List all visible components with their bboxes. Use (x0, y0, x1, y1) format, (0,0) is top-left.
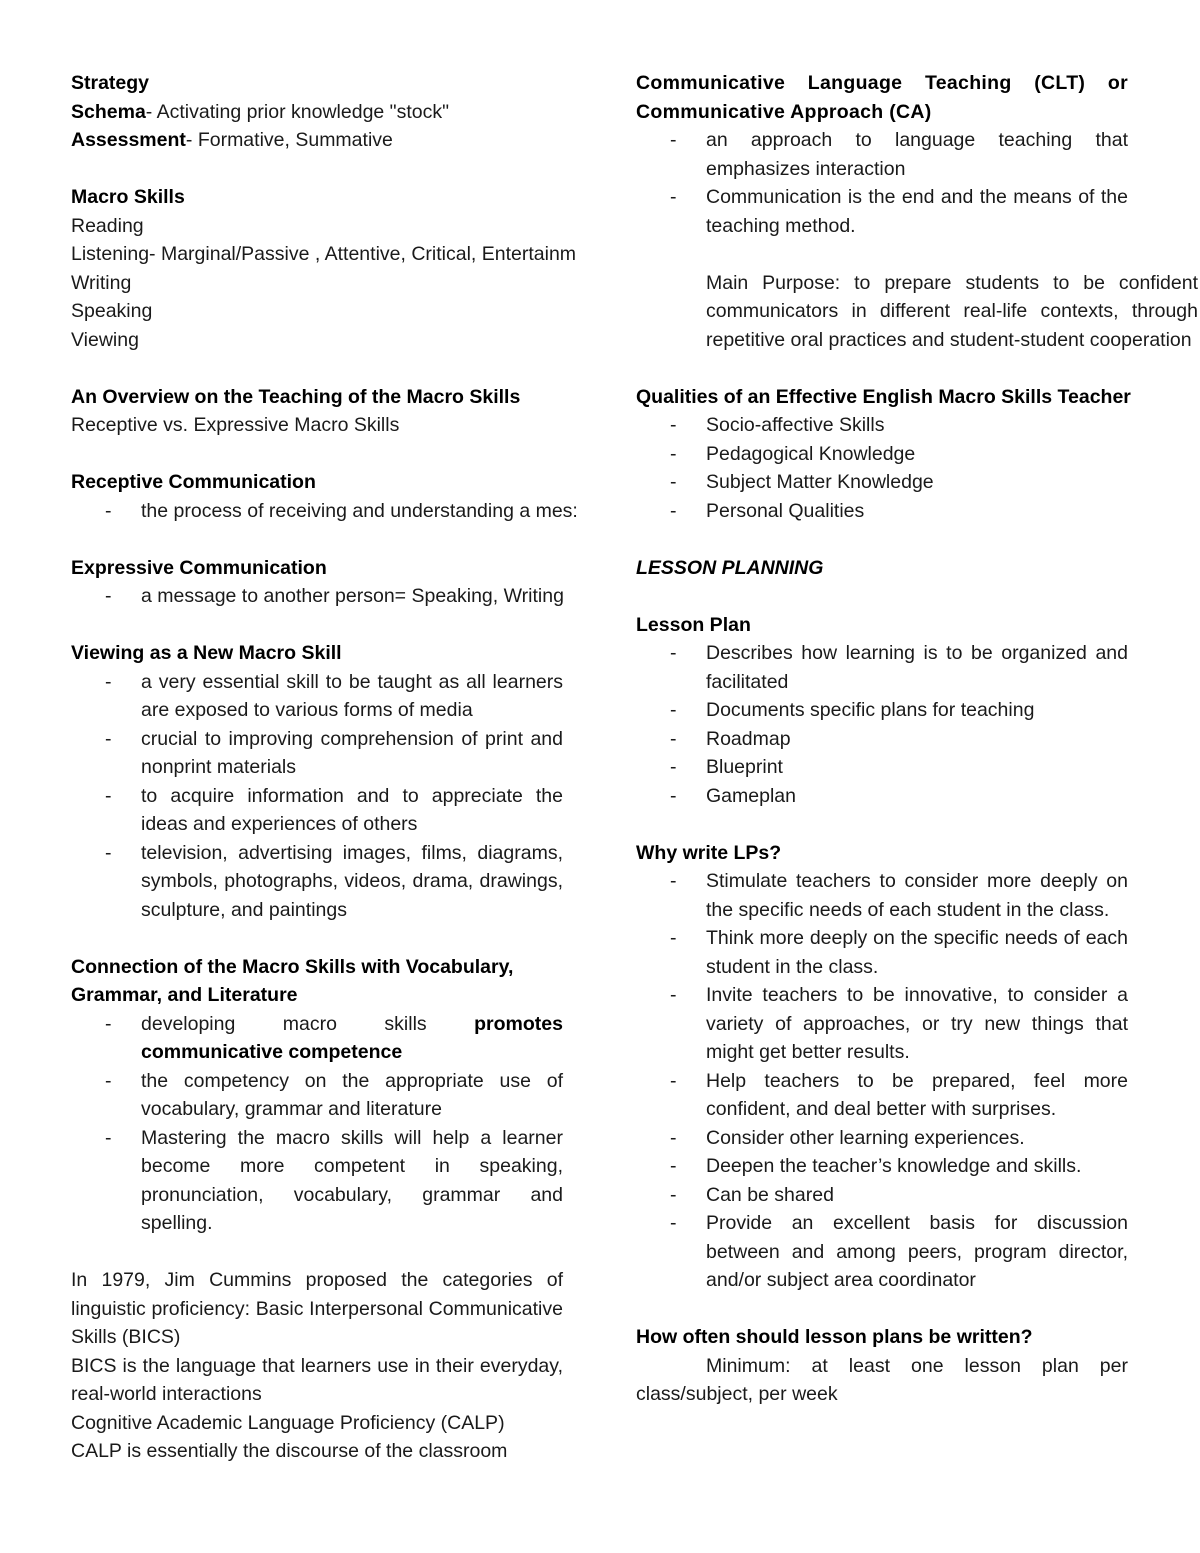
lesson-plan-heading: Lesson Plan (636, 613, 751, 636)
connection-item: - the competency on the appropriate use of vocabulary, grammar and literature (71, 1067, 563, 1124)
clt-purpose: Main Purpose: to prepare students to be confident communicators in different real-life contexts, through repetitive oral practices and student-student cooperation (706, 271, 1198, 351)
lesson-plan-item: - Documents specific plans for teaching (636, 696, 1128, 725)
macro-skill-item: Speaking (71, 300, 153, 322)
why-item: - Provide an excellent basis for discussion between and among peers, program director, and/or subject area coordinator (636, 1209, 1128, 1295)
receptive-heading: Receptive Communication (71, 471, 316, 493)
receptive-item: - the process of receiving and understanding a mes: (71, 497, 601, 526)
lesson-plan-item: - Blueprint (636, 753, 1128, 782)
macro-skills-heading: Macro Skills (71, 186, 185, 208)
schema-text: - Activating prior knowledge "stock" (145, 100, 450, 123)
qualities-item: - Socio-affective Skills (636, 411, 1184, 440)
lesson-plan-item: - Describes how learning is to be organized and facilitated (636, 639, 1128, 696)
qualities-heading: Qualities of an Effective English Macro Skills Teacher (636, 385, 1131, 408)
connection-item: - Mastering the macro skills will help a learner become more competent in speaking, pronunciation, vocabulary, grammar and spelling. (71, 1124, 563, 1238)
bics-paragraph: BICS is the language that learners use in their everyday, real-world interactions (71, 1354, 563, 1405)
expressive-heading: Expressive Communication (71, 556, 327, 579)
how-often-heading: How often should lesson plans be written? (636, 1326, 1033, 1348)
why-item: - Consider other learning experiences. (636, 1124, 1128, 1153)
calp-line: Cognitive Academic Language Proficiency (CALP) (71, 1411, 505, 1434)
connection-list (71, 1010, 563, 1238)
macro-skill-item: Reading (71, 214, 144, 237)
left-column (71, 69, 601, 1466)
how-often-text: Minimum: at least one lesson plan per class/subject, per week (636, 1354, 1128, 1405)
macro-skill-item: Writing (71, 271, 132, 294)
qualities-item: - Subject Matter Knowledge (636, 468, 1184, 497)
schema-line (71, 98, 601, 127)
viewing-list (71, 668, 563, 925)
right-column (636, 69, 1198, 1409)
qualities-item: - Pedagogical Knowledge (636, 440, 1184, 469)
lesson-plan-item: - Roadmap (636, 725, 1128, 754)
viewing-item: - crucial to improving comprehension of print and nonprint materials (71, 725, 563, 782)
lesson-plan-item: - Gameplan (636, 782, 1128, 811)
why-item: - Invite teachers to be innovative, to consider a variety of approaches, or try new things that might get better results. (636, 981, 1128, 1067)
connection-item (71, 1010, 563, 1067)
why-list (636, 867, 1128, 1295)
clt-item: - Communication is the end and the means of the teaching method. (636, 183, 1128, 240)
cummins-paragraph: In 1979, Jim Cummins proposed the categories of linguistic proficiency: Basic Interpersonal Communicative Skills (BICS) (71, 1269, 563, 1348)
viewing-heading: Viewing as a New Macro Skill (71, 642, 342, 664)
connection-heading: Connection of the Macro Skills with Vocabulary, Grammar, and Literature (71, 955, 514, 1006)
calp-paragraph: CALP is essentially the discourse of the classroom (71, 1440, 508, 1462)
viewing-item: - television, advertising images, films, diagrams, symbols, photographs, videos, drama, drawings, sculpture, and paintings (71, 839, 563, 925)
why-item: - Help teachers to be prepared, feel more confident, and deal better with surprises. (636, 1067, 1128, 1124)
qualities-item: - Personal Qualities (636, 497, 1184, 526)
viewing-item: - to acquire information and to appreciate the ideas and experiences of others (71, 782, 563, 839)
why-item: - Deepen the teacher’s knowledge and skills. (636, 1152, 1128, 1181)
macro-skill-item: Viewing (71, 328, 139, 351)
schema-label: Schema (71, 100, 146, 123)
overview-text: Receptive vs. Expressive Macro Skills (71, 414, 400, 436)
clt-item: - an approach to language teaching that emphasizes interaction (636, 126, 1128, 183)
overview-heading: An Overview on the Teaching of the Macro Skills (71, 385, 521, 408)
why-item: - Can be shared (636, 1181, 1128, 1210)
why-item: - Think more deeply on the specific needs of each student in the class. (636, 924, 1128, 981)
lesson-plan-list (636, 639, 1128, 810)
macro-skill-item: Listening- Marginal/Passive , Attentive, Critical, Entertainm (71, 243, 577, 265)
expressive-item: - a message to another person= Speaking, Writing (71, 582, 601, 611)
connection-item-bold: promotes communicative competence (141, 1012, 563, 1063)
assessment-label: Assessment (71, 129, 186, 151)
why-heading: Why write LPs? (636, 841, 782, 864)
why-item: - Stimulate teachers to consider more deeply on the specific needs of each student in the class. (636, 867, 1128, 924)
lesson-planning-heading: LESSON PLANNING (636, 556, 824, 579)
assessment-line (71, 126, 601, 155)
connection-item-text: developing macro skills (141, 1012, 475, 1035)
strategy-heading: Strategy (71, 72, 150, 94)
assessment-text: - Formative, Summative (185, 129, 393, 151)
clt-heading: Communicative Language Teaching (CLT) or Communicative Approach (CA) (636, 72, 1128, 123)
viewing-item: - a very essential skill to be taught as all learners are exposed to various forms of media (71, 668, 563, 725)
clt-list (636, 126, 1128, 240)
